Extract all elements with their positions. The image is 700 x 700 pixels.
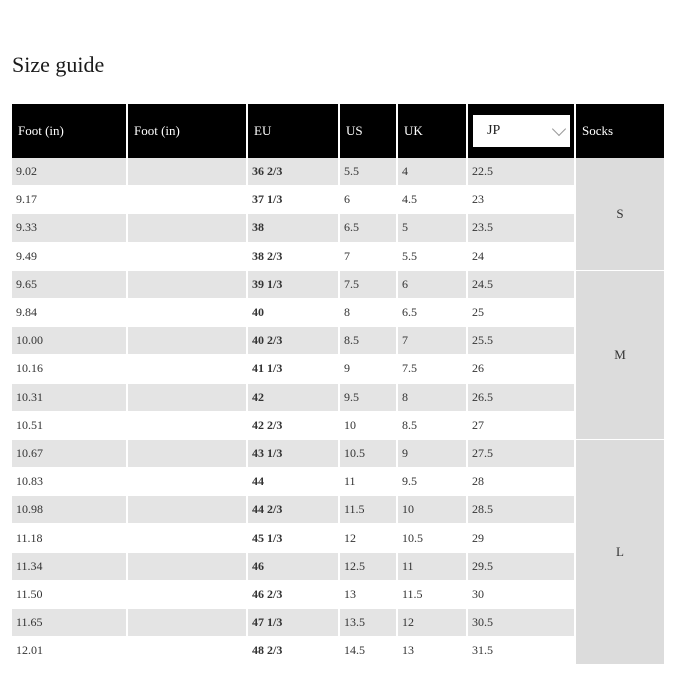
foot-in-cell: 10.00 <box>12 327 128 355</box>
jp-cell: 27 <box>468 412 576 440</box>
eu-cell: 39 1/3 <box>248 271 340 299</box>
table-row <box>12 214 664 242</box>
jp-cell: 25.5 <box>468 327 576 355</box>
header-us: US <box>340 104 398 158</box>
uk-cell: 7 <box>398 327 468 355</box>
jp-cell: 26 <box>468 355 576 383</box>
jp-cell: 28.5 <box>468 496 576 524</box>
uk-cell: 13 <box>398 637 468 665</box>
eu-cell: 38 2/3 <box>248 243 340 271</box>
eu-cell: 47 1/3 <box>248 609 340 637</box>
chevron-down-icon <box>552 121 566 135</box>
us-cell: 12 <box>340 524 398 552</box>
jp-cell: 28 <box>468 468 576 496</box>
table-row <box>12 327 664 355</box>
foot-in-alt-cell <box>128 496 248 524</box>
us-cell: 9 <box>340 355 398 383</box>
table-row <box>12 412 664 440</box>
eu-cell: 41 1/3 <box>248 355 340 383</box>
eu-cell: 43 1/3 <box>248 440 340 468</box>
foot-in-cell: 10.98 <box>12 496 128 524</box>
us-cell: 14.5 <box>340 637 398 665</box>
foot-in-cell: 10.51 <box>12 412 128 440</box>
uk-cell: 5 <box>398 214 468 242</box>
socks-size-cell: L <box>576 440 664 666</box>
uk-cell: 11 <box>398 553 468 581</box>
foot-in-alt-cell <box>128 158 248 186</box>
header-uk: UK <box>398 104 468 158</box>
table-row <box>12 299 664 327</box>
eu-cell: 37 1/3 <box>248 186 340 214</box>
foot-in-cell: 12.01 <box>12 637 128 665</box>
jp-cell: 25 <box>468 299 576 327</box>
uk-cell: 10 <box>398 496 468 524</box>
foot-in-cell: 10.16 <box>12 355 128 383</box>
us-cell: 6 <box>340 186 398 214</box>
us-cell: 8 <box>340 299 398 327</box>
header-row <box>12 104 664 158</box>
uk-cell: 4 <box>398 158 468 186</box>
us-cell: 10.5 <box>340 440 398 468</box>
foot-in-cell: 11.50 <box>12 581 128 609</box>
eu-cell: 46 2/3 <box>248 581 340 609</box>
header-socks: Socks <box>576 104 664 158</box>
uk-cell: 5.5 <box>398 243 468 271</box>
foot-in-alt-cell <box>128 384 248 412</box>
foot-in-cell: 9.65 <box>12 271 128 299</box>
socks-size-cell: S <box>576 158 664 271</box>
us-cell: 11.5 <box>340 496 398 524</box>
us-cell: 5.5 <box>340 158 398 186</box>
eu-cell: 45 1/3 <box>248 524 340 552</box>
page-title: Size guide <box>12 52 105 77</box>
eu-cell: 38 <box>248 214 340 242</box>
uk-cell: 12 <box>398 609 468 637</box>
uk-cell: 6.5 <box>398 299 468 327</box>
foot-in-cell: 9.02 <box>12 158 128 186</box>
eu-cell: 48 2/3 <box>248 637 340 665</box>
us-cell: 10 <box>340 412 398 440</box>
foot-in-cell: 9.17 <box>12 186 128 214</box>
foot-in-alt-cell <box>128 412 248 440</box>
table-row <box>12 186 664 214</box>
us-cell: 12.5 <box>340 553 398 581</box>
foot-in-alt-cell <box>128 524 248 552</box>
uk-cell: 7.5 <box>398 355 468 383</box>
us-cell: 8.5 <box>340 327 398 355</box>
us-cell: 11 <box>340 468 398 496</box>
table-row <box>12 243 664 271</box>
header-jp <box>468 104 576 158</box>
foot-in-cell: 11.34 <box>12 553 128 581</box>
foot-in-alt-cell <box>128 581 248 609</box>
header-foot-in: Foot (in) <box>12 104 128 158</box>
eu-cell: 44 2/3 <box>248 496 340 524</box>
eu-cell: 36 2/3 <box>248 158 340 186</box>
eu-cell: 44 <box>248 468 340 496</box>
foot-in-alt-cell <box>128 214 248 242</box>
table-row <box>12 524 664 552</box>
uk-cell: 11.5 <box>398 581 468 609</box>
us-cell: 13 <box>340 581 398 609</box>
table-row <box>12 496 664 524</box>
size-system-select-value: JP <box>487 123 501 138</box>
table-row <box>12 440 664 468</box>
us-cell: 7.5 <box>340 271 398 299</box>
foot-in-alt-cell <box>128 186 248 214</box>
foot-in-cell: 9.84 <box>12 299 128 327</box>
table-row <box>12 609 664 637</box>
table-row <box>12 553 664 581</box>
jp-cell: 30.5 <box>468 609 576 637</box>
table-row <box>12 158 664 186</box>
foot-in-alt-cell <box>128 440 248 468</box>
table-row <box>12 581 664 609</box>
us-cell: 9.5 <box>340 384 398 412</box>
table-row <box>12 468 664 496</box>
jp-cell: 24 <box>468 243 576 271</box>
eu-cell: 40 <box>248 299 340 327</box>
uk-cell: 8 <box>398 384 468 412</box>
jp-cell: 26.5 <box>468 384 576 412</box>
eu-cell: 40 2/3 <box>248 327 340 355</box>
jp-cell: 24.5 <box>468 271 576 299</box>
foot-in-alt-cell <box>128 299 248 327</box>
table-row <box>12 355 664 383</box>
table-row <box>12 271 664 299</box>
size-guide-table <box>12 104 664 665</box>
foot-in-alt-cell <box>128 468 248 496</box>
jp-cell: 30 <box>468 581 576 609</box>
jp-cell: 27.5 <box>468 440 576 468</box>
foot-in-alt-cell <box>128 637 248 665</box>
socks-size-cell: M <box>576 271 664 440</box>
jp-cell: 31.5 <box>468 637 576 665</box>
jp-cell: 29.5 <box>468 553 576 581</box>
eu-cell: 46 <box>248 553 340 581</box>
foot-in-cell: 9.33 <box>12 214 128 242</box>
jp-cell: 22.5 <box>468 158 576 186</box>
eu-cell: 42 2/3 <box>248 412 340 440</box>
uk-cell: 6 <box>398 271 468 299</box>
jp-cell: 23 <box>468 186 576 214</box>
foot-in-cell: 9.49 <box>12 243 128 271</box>
foot-in-alt-cell <box>128 327 248 355</box>
foot-in-alt-cell <box>128 355 248 383</box>
table-row <box>12 384 664 412</box>
foot-in-cell: 10.31 <box>12 384 128 412</box>
foot-in-cell: 11.65 <box>12 609 128 637</box>
foot-in-alt-cell <box>128 609 248 637</box>
foot-in-cell: 10.83 <box>12 468 128 496</box>
jp-cell: 23.5 <box>468 214 576 242</box>
us-cell: 7 <box>340 243 398 271</box>
uk-cell: 9 <box>398 440 468 468</box>
us-cell: 6.5 <box>340 214 398 242</box>
eu-cell: 42 <box>248 384 340 412</box>
uk-cell: 8.5 <box>398 412 468 440</box>
foot-in-alt-cell <box>128 243 248 271</box>
foot-in-alt-cell <box>128 271 248 299</box>
foot-in-alt-cell <box>128 553 248 581</box>
us-cell: 13.5 <box>340 609 398 637</box>
uk-cell: 4.5 <box>398 186 468 214</box>
foot-in-cell: 11.18 <box>12 524 128 552</box>
uk-cell: 9.5 <box>398 468 468 496</box>
uk-cell: 10.5 <box>398 524 468 552</box>
header-eu: EU <box>248 104 340 158</box>
jp-cell: 29 <box>468 524 576 552</box>
header-foot-in-alt: Foot (in) <box>128 104 248 158</box>
table-row <box>12 637 664 665</box>
foot-in-cell: 10.67 <box>12 440 128 468</box>
size-system-select[interactable] <box>473 115 570 147</box>
